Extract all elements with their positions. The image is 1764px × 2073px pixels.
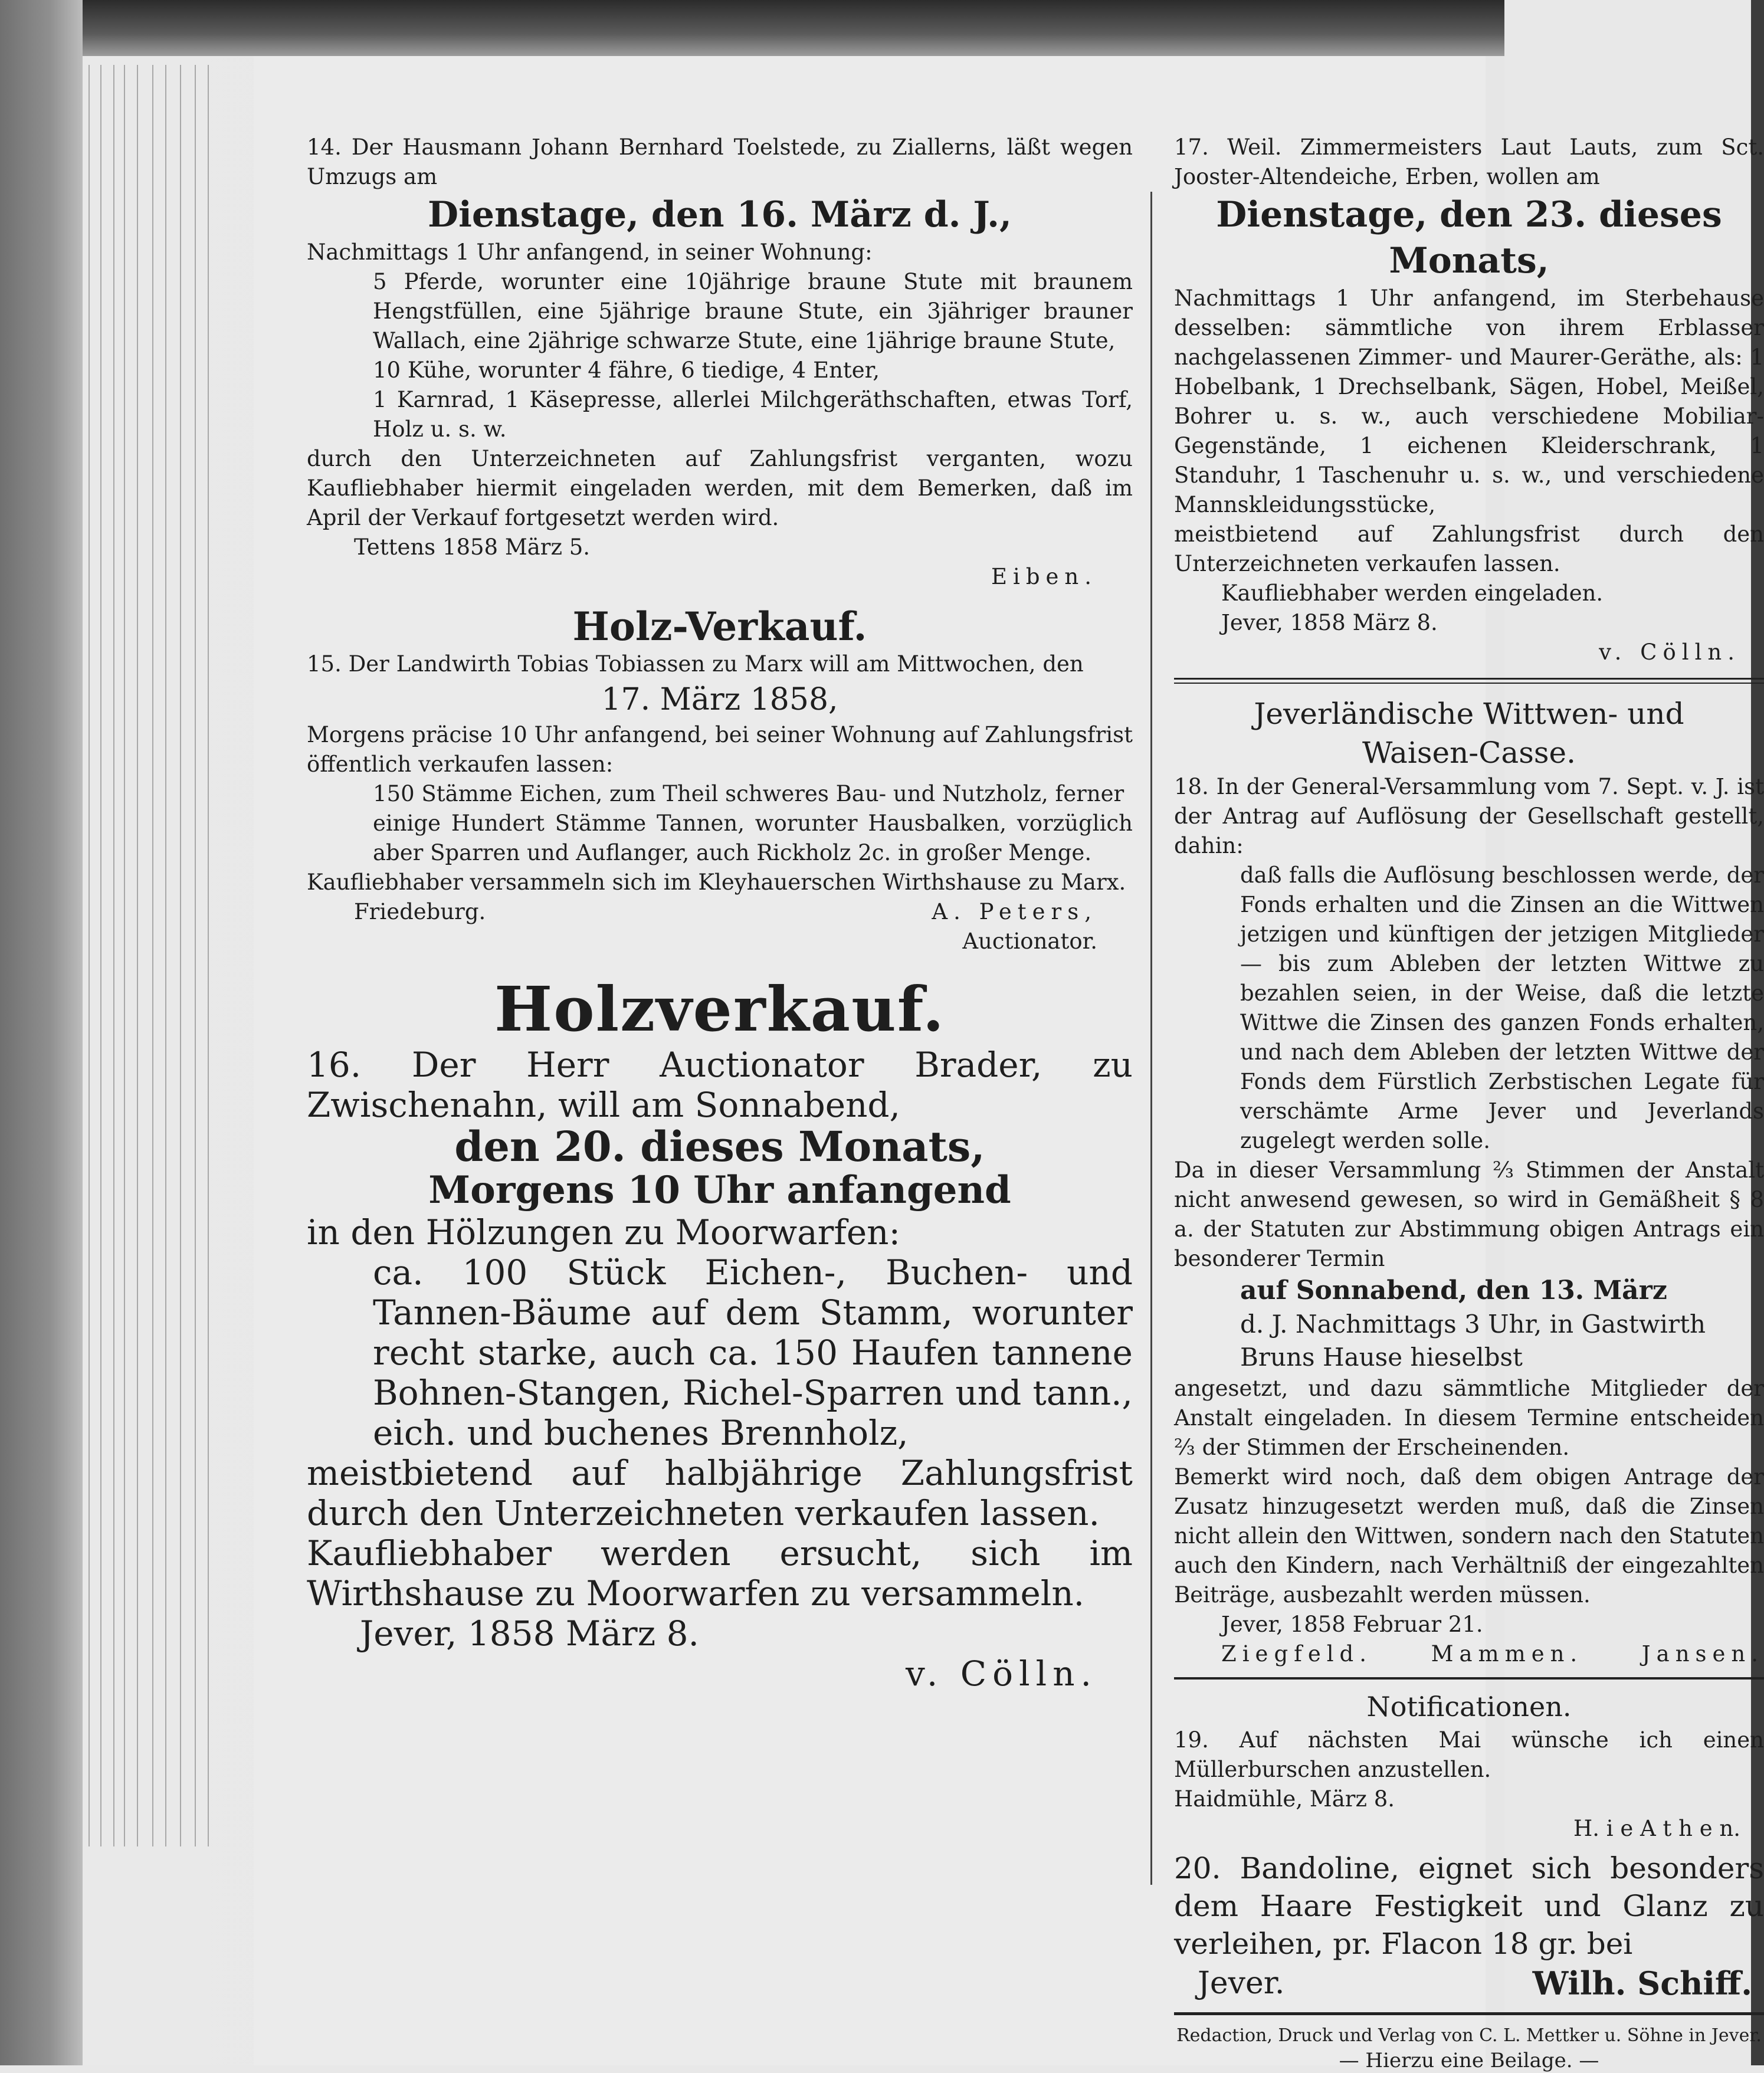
ad16-date-heading: den 20. dieses Monats, (454, 1122, 985, 1171)
notif-20-place: Jever. (1198, 1966, 1285, 2001)
footer (1174, 2023, 1764, 2073)
ad15-signature-title: Auctionator. (962, 929, 1097, 954)
scanner-left-edge (0, 0, 83, 2065)
ad14-time: Nachmittags 1 Uhr anfangend, in seiner Wohnung: (307, 240, 873, 265)
ad18-intro: 18. In der General-Versammlung vom 7. Sept. v. J. ist der Antrag auf Auflösung der Gesellschaft gestellt, dahin: (1174, 774, 1764, 858)
supplement-note: — Hierzu eine Beilage. — (1339, 2049, 1599, 2072)
ad17-body2: meistbietend auf Zahlungsfrist durch den Unterzeichneten verkaufen lassen. (1174, 521, 1764, 576)
ad16-body2: Kaufliebhaber werden ersucht, sich im Wirthshause zu Moorwarfen zu versammeln. (307, 1533, 1133, 1613)
notif-19-place: Haidmühle, März 8. (1174, 1786, 1395, 1812)
ad18-body: Da in dieser Versammlung ⅔ Stimmen der Anstalt nicht anwesend gewesen, so wird in Gemäßheit § 8 a. der Statuten zur Abstimmung obigen Antrags ein besonderer Termin (1174, 1157, 1764, 1271)
ad-15 (307, 603, 1133, 956)
right-column (1174, 133, 1764, 2073)
ad16-heading: Holzverkauf. (494, 973, 945, 1045)
ad16-location: in den Hölzungen zu Moorwarfen: (307, 1212, 901, 1252)
left-column (307, 133, 1133, 1694)
notifications-heading: Notificationen. (1366, 1691, 1572, 1723)
ad15-signature: A. Peters, (932, 899, 1097, 924)
ad17-body: Nachmittags 1 Uhr anfangend, im Sterbehause desselben: sämmtliche von ihrem Erblasser nachgelassenen Zimmer- und Maurer-Geräthe, als: 1 Hobelbank, 1 Drechselbank, Sägen, Hobel, Meißel, Bohrer u. s. w., auch verschiedene Mobiliar-Gegenstände, 1 eichenen Kleiderschrank, 1 Standuhr, 1 Taschenuhr u. s. w., und verschiedene Mannskleidungsstücke, (1174, 286, 1764, 517)
ad14-body: durch den Unterzeichneten auf Zahlungsfrist verganten, wozu Kaufliebhaber hiermit eingeladen werden, mit dem Bemerken, daß im April der Verkauf fortgesetzt werden wird. (307, 446, 1133, 530)
ad18-heading-line1: Jeverländische Wittwen- und (1254, 697, 1684, 731)
ad16-signature: v. Cölln. (906, 1654, 1097, 1694)
ad18-place-date: Jever, 1858 Februar 21. (1221, 1612, 1483, 1637)
ad17-date-heading: Dienstage, den 23. dieses Monats, (1216, 194, 1722, 281)
notif-19: 19. Auf nächsten Mai wünsche ich einen Müllerburschen anzustellen. (1174, 1727, 1764, 1782)
ad15-item: 150 Stämme Eichen, zum Theil schweres Bau- und Nutzholz, ferner (373, 781, 1124, 806)
ad15-intro: 15. Der Landwirth Tobias Tobiassen zu Marx will am Mittwochen, den (307, 651, 1084, 677)
ad15-place-date: Friedeburg. (354, 899, 486, 924)
ad15-time: Morgens präcise 10 Uhr anfangend, bei seiner Wohnung auf Zahlungsfrist öffentlich verkaufen lassen: (307, 722, 1133, 777)
ad16-body: meistbietend auf halbjährige Zahlungsfrist durch den Unterzeichneten verkaufen lassen. (307, 1453, 1133, 1533)
ad16-time-heading: Morgens 10 Uhr anfangend (428, 1168, 1011, 1212)
notifications (1174, 1688, 1764, 2004)
ad18-signature: Mammen. (1431, 1641, 1583, 1667)
ad15-item: einige Hundert Stämme Tannen, worunter Hausbalken, vorzüglich aber Sparren und Auflanger, auch Rickholz 2c. in großer Menge. (373, 811, 1133, 865)
ad14-item: 5 Pferde, worunter eine 10jährige braune Stute mit braunem Hengstfüllen, eine 5jährige braune Stute, ein 3jähriger brauner Wallach, eine 2jährige schwarze Stute, eine 1jährige braune Stute, (373, 269, 1133, 353)
ad16-intro: 16. Der Herr Auctionator Brader, zu Zwischenahn, will am Sonnabend, (307, 1045, 1133, 1125)
ad14-item: 1 Karnrad, 1 Käsepresse, allerlei Milchgeräthschaften, etwas Torf, Holz u. s. w. (373, 387, 1133, 442)
ad18-termin-line2: d. J. Nachmittags 3 Uhr, in Gastwirth (1240, 1310, 1706, 1339)
ad17-signature: v. Cölln. (1599, 639, 1740, 665)
notif-20-signature: Wilh. Schiff. (1532, 1964, 1752, 2002)
section-rule (1174, 678, 1764, 684)
ad15-heading: Holz-Verkauf. (572, 603, 867, 650)
footer-rule (1174, 2012, 1764, 2015)
ad14-date-heading: Dienstage, den 16. März d. J., (428, 194, 1012, 235)
ad18-signature: Ziegfeld. (1221, 1641, 1372, 1667)
ad18-signature-row (1174, 1639, 1764, 1669)
column-divider (1150, 192, 1152, 1885)
scanner-top-edge (0, 0, 1504, 56)
ad17-place-date: Jever, 1858 März 8. (1221, 610, 1438, 635)
imprint: Redaction, Druck und Verlag von C. L. Mettker u. Söhne in Jever. (1176, 2025, 1762, 2046)
ad18-termin-line3: Bruns Hause hieselbst (1240, 1343, 1523, 1372)
ad17-body3: Kaufliebhaber werden eingeladen. (1221, 580, 1604, 606)
ad-14 (307, 133, 1133, 592)
ad18-termin-line1: auf Sonnabend, den 13. März (1240, 1275, 1667, 1306)
newspaper-page (254, 56, 1764, 2072)
ad14-place-date: Tettens 1858 März 5. (354, 534, 591, 560)
ad14-intro: 14. Der Hausmann Johann Bernhard Toelstede, zu Ziallerns, läßt wegen Umzugs am (307, 135, 1133, 189)
ad15-body: Kaufliebhaber versammeln sich im Kleyhauerschen Wirthshause zu Marx. (307, 870, 1126, 895)
ad14-item: 10 Kühe, worunter 4 fähre, 6 tiedige, 4 Enter, (373, 357, 880, 383)
ad18-quote: daß falls die Auflösung beschlossen werde, der Fonds erhalten und die Zinsen an die Wittwen jetzigen und künftigen der jetzigen Mitglieder — bis zum Ableben der letzten Wittwe zu bezahlen seien, in der Weise, daß die letzte Wittwe die Zinsen des ganzen Fonds erhalten, und nach dem Ableben der letzten Wittwe der Fonds dem Fürstlich Zerbstischen Legate für verschämte Arme Jever und Jeverlands zugelegt werden solle. (1240, 862, 1764, 1153)
ad17-intro: 17. Weil. Zimmermeisters Laut Lauts, zum Sct. Jooster-Altendeiche, Erben, wollen am (1174, 135, 1764, 189)
book-page-edges (83, 65, 218, 1846)
ad18-signature: Jansen. (1641, 1641, 1764, 1667)
ad-16 (307, 974, 1133, 1694)
ad15-signature-row (307, 897, 1133, 927)
ad16-place-date: Jever, 1858 März 8. (360, 1613, 699, 1654)
notif-20: 20. Bandoline, eignet sich besonders dem Haare Festigkeit und Glanz zu verleihen, pr. Flacon 18 gr. bei (1174, 1851, 1764, 1961)
notif-20-signature-row (1174, 1963, 1764, 2004)
ad14-signature: Eiben. (991, 564, 1097, 589)
notif-19-signature: H. i e A t h e n. (1573, 1816, 1740, 1841)
ad15-date-heading: 17. März 1858, (601, 682, 838, 717)
ad-17 (1174, 133, 1764, 667)
ad18-body3: Bemerkt wird noch, daß dem obigen Antrage der Zusatz hinzugesetzt werden muß, daß die Zinsen nicht allein den Wittwen, sondern nach den Statuten auch den Kindern, nach Verhältniß der eingezahlten Beiträge, ausbezahlt werden müssen. (1174, 1464, 1764, 1608)
ad18-heading-line2: Waisen-Casse. (1362, 736, 1576, 770)
ad-18 (1174, 694, 1764, 1669)
ad18-body2: angesetzt, und dazu sämmtliche Mitglieder der Anstalt eingeladen. In diesem Termine entscheiden ⅔ der Stimmen der Erscheinenden. (1174, 1376, 1764, 1460)
section-rule (1174, 1677, 1764, 1680)
ad16-items: ca. 100 Stück Eichen-, Buchen- und Tannen-Bäume auf dem Stamm, worunter recht starke, auch ca. 150 Haufen tannene Bohnen-Stangen, Richel-Sparren und tann., eich. und buchenes Brennholz, (373, 1252, 1133, 1453)
